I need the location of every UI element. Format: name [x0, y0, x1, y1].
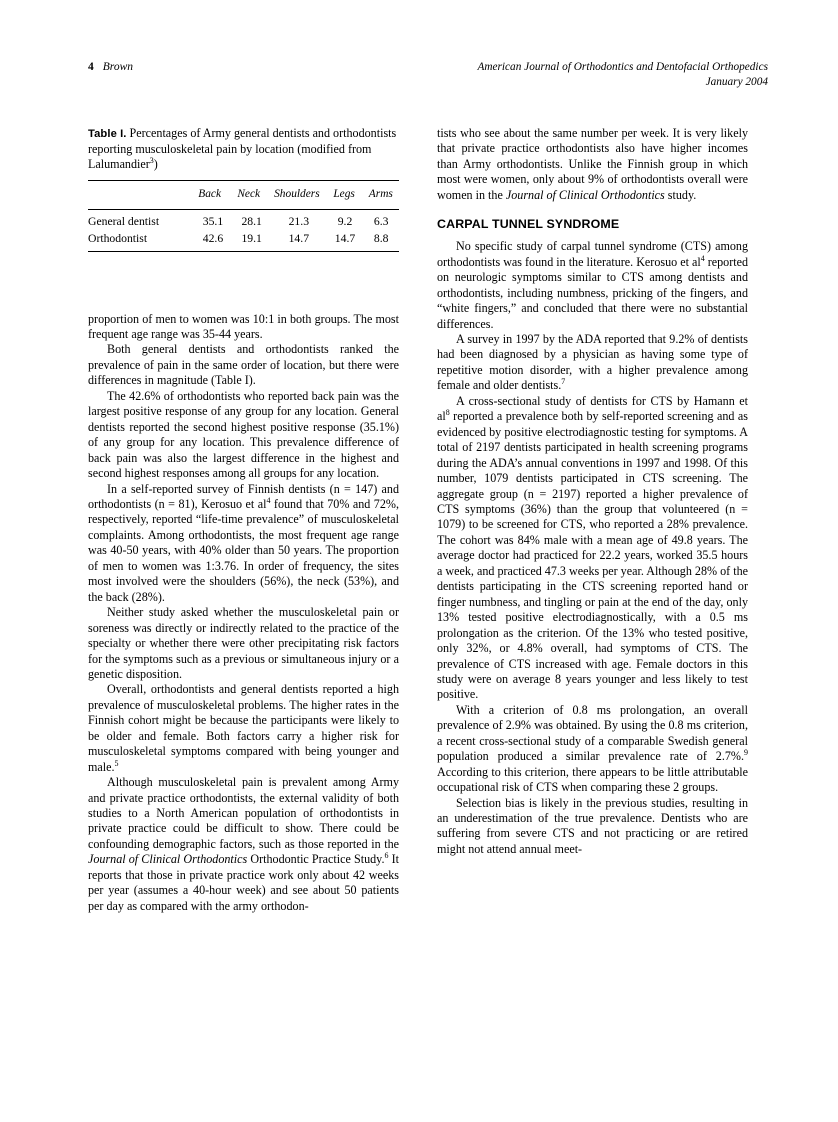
running-head-left	[88, 60, 133, 74]
paragraph	[437, 394, 748, 703]
reference-superscript: 9	[744, 748, 748, 758]
right-column-text-before-heading	[437, 126, 748, 203]
table-caption	[88, 126, 399, 173]
running-head	[88, 60, 768, 94]
table-col-back: Back	[198, 187, 222, 200]
left-column	[88, 126, 399, 914]
prevalence-table	[88, 184, 399, 206]
paragraph	[88, 389, 399, 482]
table-row-label: General dentist	[88, 215, 160, 229]
running-head-right	[477, 60, 768, 90]
table-label: Table I.	[88, 128, 127, 140]
table-cell-shoulders: 21.3	[288, 215, 310, 229]
table-row	[88, 230, 399, 246]
text-run: A cross-sectional study of dentists for CTS by Hamann et al	[437, 393, 748, 424]
paragraph	[88, 342, 399, 388]
table-col-legs: Legs	[333, 187, 355, 200]
text-run: With a criterion of 0.8 ms prolongation, an overall prevalence of 2.9% was obtained. By using the 0.8 ms criterion, a recent cross-sectional study of a comparable Swedish general population produced a similar prevalence rate of 2.7%.	[437, 702, 748, 764]
table-col-neck: Neck	[237, 187, 261, 200]
reference-superscript: 4	[700, 253, 705, 263]
journal-title: American Journal of Orthodontics and Dentofacial Orthopedics	[477, 61, 768, 73]
paragraph	[88, 312, 399, 343]
paragraph	[437, 126, 748, 203]
issue-date: January 2004	[705, 76, 768, 88]
right-column	[437, 126, 748, 857]
text-run: found that 70% and 72%, respectively, reported “life-time prevalence” of musculoskeletal complaints. Among orthodontists, the most frequent age range was 40-50 years, with 40% older than 50 years. The proportion of men to women was 1:3.76. In order of frequency, the sites most involved were the shoulders (56%), the neck (53%), and the back (28%).	[88, 496, 399, 604]
table-col-rowlabel	[88, 184, 190, 206]
table-head	[88, 184, 399, 206]
table-header-row	[88, 184, 399, 206]
text-run: Both general dentists and orthodontists ranked the prevalence of pain in the same order of location, but there were differences in magnitude (Table I).	[88, 342, 399, 388]
right-column-text-after-heading	[437, 239, 748, 857]
table-row	[88, 214, 399, 230]
table-row-label: Orthodontist	[88, 231, 148, 245]
section-heading-carpal-tunnel-syndrome: CARPAL TUNNEL SYNDROME	[437, 217, 620, 232]
table-cell-arms: 8.8	[373, 231, 389, 245]
table-cell-neck: 28.1	[241, 215, 262, 229]
reference-superscript: 4	[266, 495, 271, 505]
italic-text: Journal of Clinical Orthodontics	[505, 187, 665, 202]
text-run: reported a prevalence both by self-reported screening and as evidenced by positive electrodiagnostic testing for symptoms. A total of 2197 dentists participated in health screening programs during the ADA’s annual conventions in 1997 and 1998. Of this number, 1079 dentists participated in CTS screening. The aggregate group (n = 2197) reported a higher prevalence of CTS symptoms (36%) than the group that volunteered (n = 1079) to be screened for CTS, who reported a 28% prevalence. The cohort was 84% male with a mean age of 49.8 years. The average doctor had practiced for 22.2 years, worked 35.5 hours a week, and practiced 47.3 weeks per year. Although 28% of the dentists participating in the CTS screening reported hand or finger numbness, and tingling or pain at the end of the day, only 13% tested positive electrodiagnostically, with a 0.5 ms prolongation as the criterion. Of the 13% who tested positive, only 32%, or 4.8% overall, had symptoms of CTS. The prevalence of CTS increased with age. Female doctors in this study were on average 8 years younger and less likely to test positive.	[437, 409, 748, 702]
text-run: study.	[664, 187, 697, 202]
text-run: Although musculoskeletal pain is prevalent among Army and private practice orthodontists, the external validity of both studies to a North American population of orthodontists in private practice could be difficult to show. There could be confounding demographic factors, such as those reported in the	[88, 775, 399, 851]
text-run: reported on neurologic symptoms similar to CTS among dentists and orthodontists, including numbness, pricking of the fingers, and “white fingers,” and concluded that there were no substantial differences.	[437, 254, 748, 331]
text-run: tists who see about the same number per week. It is very likely that private practice orthodontists also have higher incomes than Army orthodontists. Unlike the Finnish group in which most were women, only about 9% of orthodontists overall were women in the	[437, 126, 748, 202]
page-number: 4	[88, 61, 94, 73]
paragraph	[437, 703, 748, 796]
text-run: Neither study asked whether the musculoskeletal pain or soreness was directly or indirectly related to the practice of the specialty or whether there were other precipitating risk factors for the symptoms such as a previous or simultaneous injury or a genetic disposition.	[88, 605, 399, 681]
table-cell-back: 42.6	[202, 231, 224, 245]
text-run: The 42.6% of orthodontists who reported back pain was the largest positive response of any group for any location. General dentists reported the second highest positive response (35.1%) of any group for any location. This prevalence difference of back pain was also the largest difference in the highest and second highest responses among all groups for any location.	[88, 388, 399, 481]
text-run: Selection bias is likely in the previous studies, resulting in an underestimation of the true prevalence. Dentists who are suffering from severe CTS and not practicing or are retired might not attend annual meet-	[437, 795, 748, 856]
table-cell-arms: 6.3	[373, 215, 389, 229]
table-cell-neck: 19.1	[241, 231, 262, 245]
left-column-text	[88, 312, 399, 915]
table-col-shoulders: Shoulders	[274, 187, 320, 200]
reference-superscript: 6	[384, 851, 389, 861]
text-run: It reports that those in private practice work only about 42 weeks per year (assumes a 40-hour week) and see about 50 patients per day as compared with the army orthodon-	[88, 852, 399, 913]
italic-text: Journal of Clinical Orthodontics	[88, 852, 248, 867]
prevalence-table-body	[88, 214, 399, 246]
paragraph	[88, 682, 399, 775]
table-block	[88, 126, 399, 252]
text-run: No specific study of carpal tunnel syndrome (CTS) among orthodontists was found in the literature. Kerosuo et al	[437, 239, 748, 269]
table-text-gap	[88, 252, 399, 312]
text-run: In a self-reported survey of Finnish dentists (n = 147) and orthodontists (n = 81), Kerosuo et al	[88, 481, 399, 511]
table-cell-shoulders: 14.7	[288, 231, 310, 245]
text-run: proportion of men to women was 10:1 in both groups. The most frequent age range was 35-44 years.	[88, 311, 399, 341]
paragraph	[437, 332, 748, 394]
paragraph	[88, 605, 399, 682]
reference-superscript: 5	[114, 758, 119, 768]
text-run: According to this criterion, there appears to be little attributable occupational risk of CTS when comparing these 2 groups.	[437, 764, 748, 795]
running-head-author: Brown	[102, 61, 133, 73]
table-cell-back: 35.1	[202, 215, 224, 229]
table-caption-superscript: 3	[149, 156, 154, 166]
text-run: Orthodontic Practice Study.	[247, 852, 385, 867]
reference-superscript: 8	[445, 408, 450, 418]
paragraph	[437, 239, 748, 332]
paragraph	[88, 482, 399, 606]
paragraph	[88, 775, 399, 914]
text-run: A survey in 1997 by the ADA reported that 9.2% of dentists had been diagnosed by a physician as having some type of repetitive motion disorder, with a higher prevalence among female and older dentists.	[437, 331, 748, 393]
table-caption-text: Percentages of Army general dentists and orthodontists reporting musculoskeletal pain by location (modified from Lalumandier	[88, 126, 397, 172]
table-col-arms: Arms	[368, 187, 393, 200]
table-caption-tail: )	[153, 157, 158, 172]
text-run: Overall, orthodontists and general dentists reported a high prevalence of musculoskeletal problems. The higher rates in the Finnish cohort might be because the participants were likely to be older and female. Both factors carry a higher risk for musculoskeletal symptoms compared with being younger and male.	[88, 682, 399, 774]
reference-superscript: 7	[561, 377, 566, 387]
table-cell-legs: 14.7	[334, 231, 356, 245]
table-cell-legs: 9.2	[337, 215, 353, 229]
paragraph	[437, 796, 748, 858]
